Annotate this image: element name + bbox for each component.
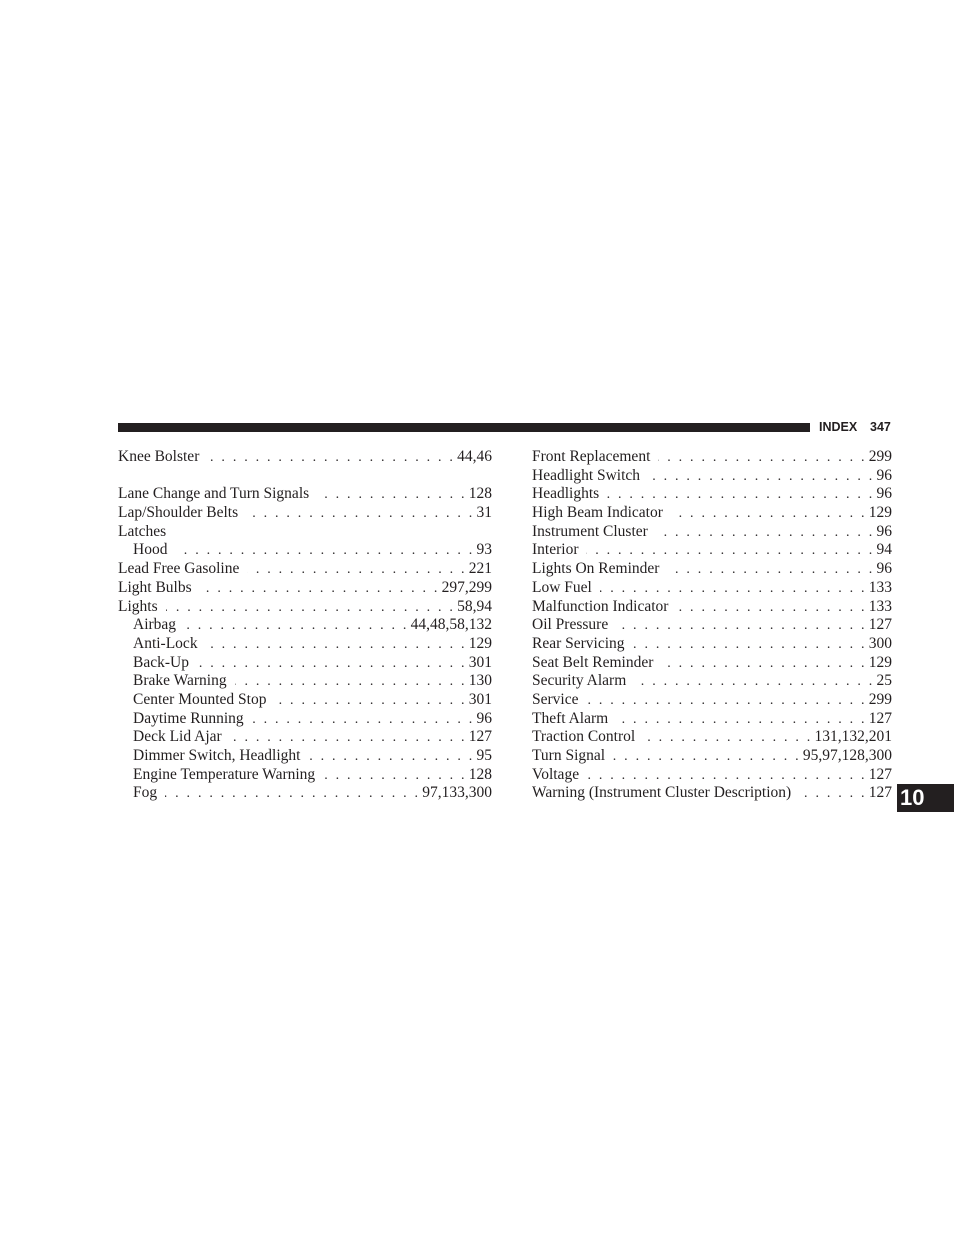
index-term: Low Fuel <box>532 578 592 596</box>
index-term: Voltage <box>532 765 580 783</box>
index-page-numbers: 133 <box>868 597 892 615</box>
index-page-numbers: 58,94 <box>457 597 492 615</box>
index-term: Lap/Shoulder Belts <box>118 504 239 522</box>
dot-leader <box>616 711 867 730</box>
index-page-numbers: 96 <box>476 709 492 727</box>
index-page-numbers: 127 <box>868 784 892 802</box>
index-entry <box>532 728 892 747</box>
index-term: Theft Alarm <box>532 709 609 727</box>
index-term: Malfunction Indicator <box>532 597 669 615</box>
index-page-numbers: 44,48,58,132 <box>410 616 492 634</box>
dot-leader <box>200 580 440 599</box>
index-entry <box>532 579 892 598</box>
index-page-numbers: 97,133,300 <box>422 784 492 802</box>
index-page-numbers: 131,132,201 <box>814 728 892 746</box>
index-page-numbers: 96 <box>876 466 892 484</box>
index-term: Fog <box>133 784 158 802</box>
index-page-numbers: 301 <box>468 653 492 671</box>
index-page-numbers: 130 <box>468 672 492 690</box>
index-subentry <box>118 616 492 635</box>
index-term: Turn Signal <box>532 747 606 764</box>
index-entry <box>532 504 892 523</box>
index-page-numbers: 129 <box>868 504 892 522</box>
index-term: Security Alarm <box>532 672 627 690</box>
index-entry <box>532 541 892 560</box>
index-term: Front Replacement <box>532 448 651 465</box>
index-term: Hood <box>133 541 168 559</box>
index-term: Knee Bolster <box>118 448 200 465</box>
dot-leader <box>586 542 874 561</box>
dot-leader <box>206 636 467 655</box>
index-entry <box>118 448 492 467</box>
index-page-numbers: 96 <box>876 485 892 503</box>
index-term: Latches <box>118 522 167 540</box>
section-title: INDEX <box>819 420 858 434</box>
index-term: Warning (Instrument Cluster Description) <box>532 784 792 802</box>
index-page-numbers: 127 <box>868 765 892 783</box>
index-page-numbers: 31 <box>476 504 492 522</box>
index-term: Rear Servicing <box>532 634 625 652</box>
index-page-numbers: 300 <box>868 634 892 652</box>
index-entry <box>118 579 492 598</box>
index-entry <box>118 598 492 617</box>
index-column-left <box>118 448 492 803</box>
dot-leader <box>613 748 801 767</box>
index-term: Back-Up <box>133 653 189 671</box>
dot-leader <box>587 767 867 786</box>
index-term: Engine Temperature Warning <box>133 765 316 783</box>
index-entry <box>118 504 492 523</box>
dot-leader <box>656 524 875 543</box>
dot-leader <box>671 505 867 524</box>
dot-leader <box>252 711 475 730</box>
index-subentry <box>118 672 492 691</box>
dot-leader <box>600 580 867 599</box>
index-page-numbers: 127 <box>868 709 892 727</box>
dot-leader <box>165 785 420 804</box>
index-term: Lights On Reminder <box>532 560 660 578</box>
index-entry <box>532 635 892 654</box>
index-page-numbers: 96 <box>876 560 892 578</box>
index-entry <box>532 467 892 486</box>
dot-leader <box>175 542 474 561</box>
dot-leader <box>661 655 866 674</box>
dot-leader <box>207 449 455 468</box>
dot-leader <box>586 692 866 711</box>
index-subentry <box>118 728 492 747</box>
index-entry <box>532 691 892 710</box>
index-term: Seat Belt Reminder <box>532 653 654 671</box>
dot-leader <box>274 692 466 711</box>
dot-leader <box>317 486 467 505</box>
index-entry <box>532 766 892 785</box>
index-term: Lights <box>118 597 158 615</box>
dot-leader <box>667 561 874 580</box>
index-page-numbers: 301 <box>468 690 492 708</box>
index-subentry <box>118 747 492 766</box>
dot-leader <box>633 636 867 655</box>
index-page-numbers: 128 <box>468 485 492 503</box>
index-spacer <box>118 467 492 486</box>
index-subentry <box>118 635 492 654</box>
index-term: High Beam Indicator <box>532 504 663 522</box>
index-entry <box>532 784 892 803</box>
index-entry <box>532 485 892 504</box>
header-rule <box>118 423 810 432</box>
chapter-tab[interactable]: 10 <box>897 784 954 812</box>
dot-leader <box>308 748 474 767</box>
index-term: Headlight Switch <box>532 466 641 484</box>
dot-leader <box>230 729 467 748</box>
index-page-numbers: 221 <box>468 560 492 578</box>
index-subentry <box>118 654 492 673</box>
index-page-numbers: 127 <box>868 616 892 634</box>
index-page-numbers: 299 <box>868 448 892 465</box>
dot-leader <box>643 729 812 748</box>
index-column-right <box>532 448 892 803</box>
index-page-numbers: 44,46 <box>457 448 492 465</box>
index-entry <box>532 523 892 542</box>
index-term: Dimmer Switch, Headlight <box>133 747 301 764</box>
dot-leader <box>648 468 874 487</box>
index-entry <box>532 672 892 691</box>
dot-leader <box>197 655 467 674</box>
dot-leader <box>607 486 874 505</box>
index-entry <box>118 560 492 579</box>
index-term: Brake Warning <box>133 672 227 690</box>
index-page-numbers: 129 <box>468 634 492 652</box>
index-page-numbers: 129 <box>868 653 892 671</box>
index-term: Instrument Cluster <box>532 522 648 540</box>
index-entry <box>532 448 892 467</box>
index-subentry <box>118 784 492 803</box>
index-term: Service <box>532 690 579 708</box>
dot-leader <box>616 617 867 636</box>
index-subentry <box>118 691 492 710</box>
index-term: Traction Control <box>532 728 636 746</box>
page-number: 347 <box>870 420 891 434</box>
index-page-numbers: 95 <box>476 747 492 764</box>
index-subentry <box>118 710 492 729</box>
index-subentry <box>118 766 492 785</box>
index-page-numbers: 93 <box>476 541 492 559</box>
index-entry <box>118 523 492 542</box>
index-term: Anti-Lock <box>133 634 198 652</box>
index-term: Daytime Running <box>133 709 244 727</box>
index-entry <box>532 598 892 617</box>
index-term: Interior <box>532 541 579 559</box>
index-term: Light Bulbs <box>118 578 192 596</box>
index-term: Lane Change and Turn Signals <box>118 485 310 503</box>
index-page-numbers: 299 <box>868 690 892 708</box>
index-page-numbers: 95,97,128,300 <box>802 747 892 764</box>
index-page-numbers: 128 <box>468 765 492 783</box>
index-entry <box>532 654 892 673</box>
dot-leader <box>246 505 474 524</box>
dot-leader <box>235 673 467 692</box>
index-term: Center Mounted Stop <box>133 690 267 708</box>
index-entry <box>532 616 892 635</box>
index-page-numbers: 25 <box>876 672 892 690</box>
dot-leader <box>184 617 409 636</box>
index-page-numbers: 94 <box>876 541 892 559</box>
index-term: Oil Pressure <box>532 616 609 634</box>
index-entry <box>532 710 892 729</box>
index-page-numbers: 96 <box>876 522 892 540</box>
dot-leader <box>658 449 866 468</box>
index-page-numbers: 297,299 <box>441 578 492 596</box>
index-subentry <box>118 541 492 560</box>
dot-leader <box>166 599 456 618</box>
dot-leader <box>247 561 466 580</box>
index-term: Headlights <box>532 485 600 503</box>
index-term: Deck Lid Ajar <box>133 728 222 746</box>
dot-leader <box>323 767 467 786</box>
index-entry <box>532 747 892 766</box>
index-entry <box>532 560 892 579</box>
index-term: Airbag <box>133 616 177 634</box>
index-term: Lead Free Gasoline <box>118 560 240 578</box>
index-page-numbers: 133 <box>868 578 892 596</box>
index-entry <box>118 485 492 504</box>
index-page-numbers: 127 <box>468 728 492 746</box>
dot-leader <box>799 785 867 804</box>
dot-leader <box>676 599 866 618</box>
dot-leader <box>634 673 874 692</box>
